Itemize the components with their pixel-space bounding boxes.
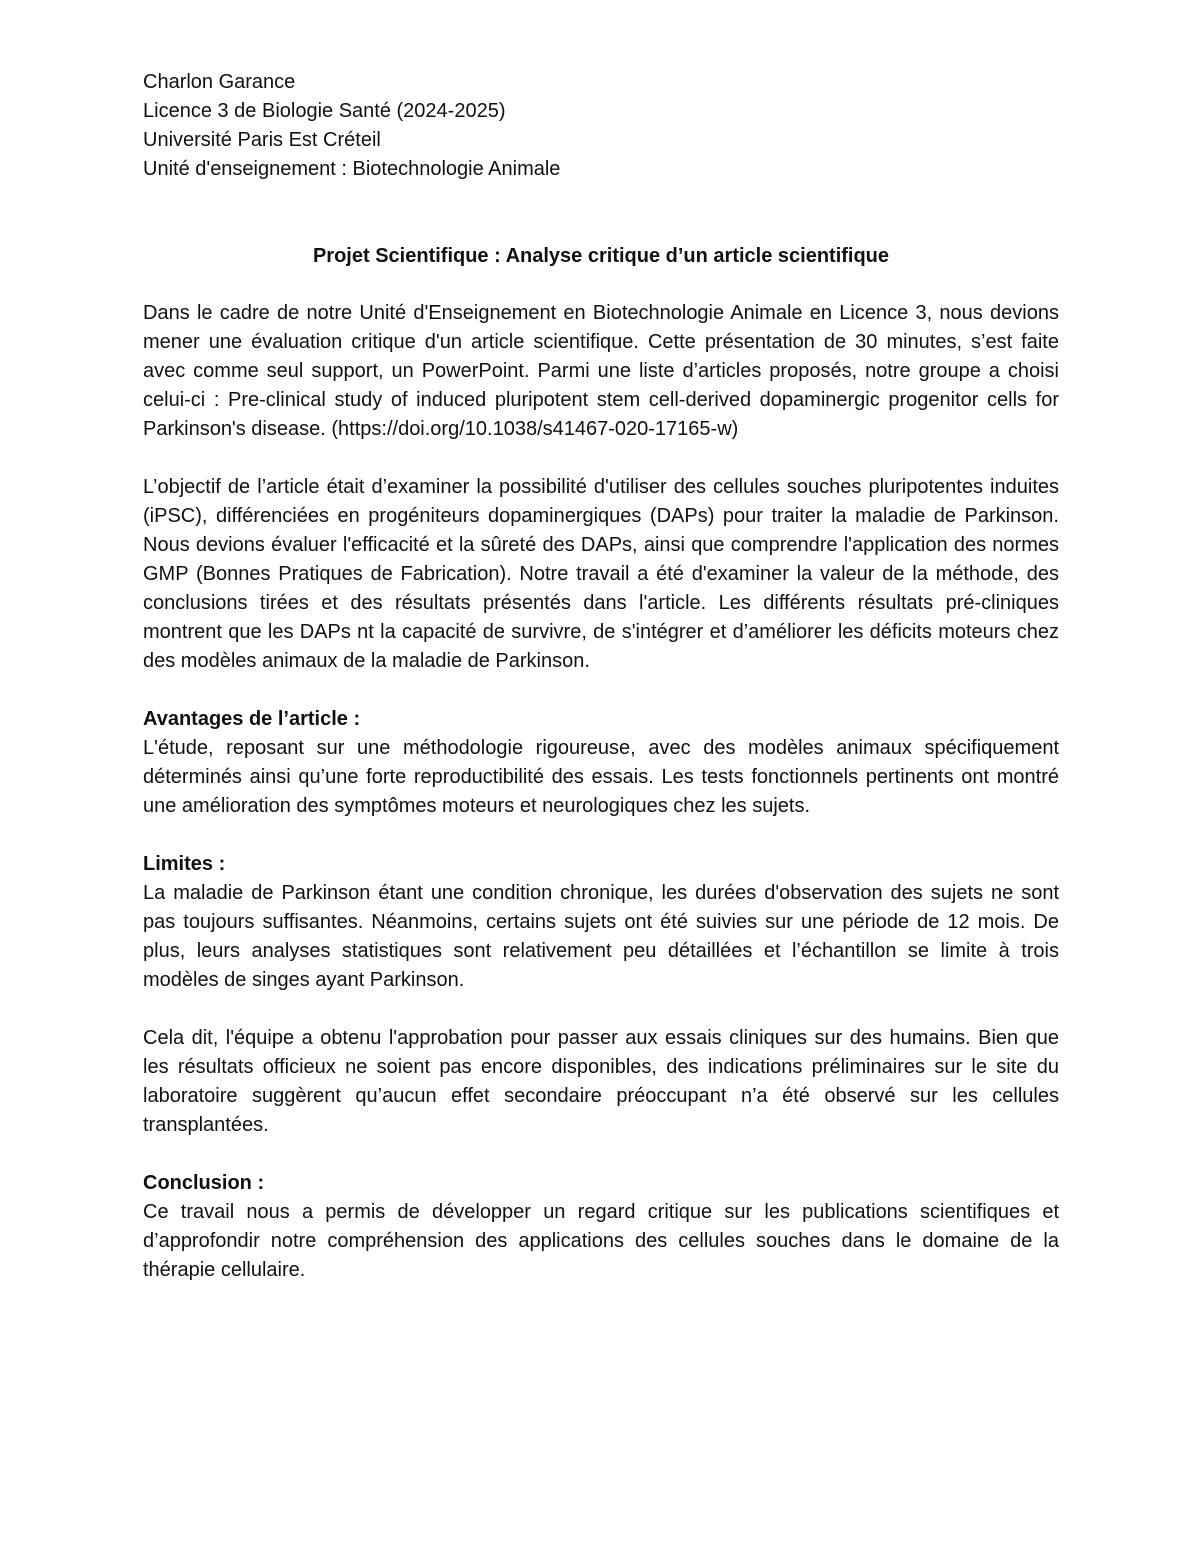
limits-paragraph: La maladie de Parkinson étant une condition chronique, les durées d'observation des sujets ne sont pas toujours suffisantes. Néanmoins, certains sujets ont été suivies sur une période de 12 mois. De plus, leurs analyses statistiques sont relativement peu détaillées et l’échantillon se limite à trois modèles de singes ayant Parkinson. (143, 882, 1059, 991)
limits-section (143, 850, 1059, 995)
document-header (143, 68, 1059, 184)
advantages-paragraph: L'étude, reposant sur une méthodologie rigoureuse, avec des modèles animaux spécifiquement déterminés ainsi qu’une forte reproductibilité des essais. Les tests fonctionnels pertinents ont montré une amélioration des symptômes moteurs et neurologiques chez les sujets. (143, 737, 1059, 817)
approval-paragraph: Cela dit, l'équipe a obtenu l'approbation pour passer aux essais cliniques sur des humains. Bien que les résultats officieux ne soient pas encore disponibles, des indications préliminaires sur le site du laboratoire suggèrent qu’aucun effet secondaire préoccupant n’a été observé sur les cellules transplantées. (143, 1027, 1059, 1136)
document-page (143, 68, 1059, 1285)
course-unit-line: Unité d'enseignement : Biotechnologie Animale (143, 158, 561, 180)
university-line: Université Paris Est Créteil (143, 129, 381, 151)
limits-heading: Limites : (143, 853, 226, 875)
intro-paragraph (143, 299, 1059, 444)
objective-paragraph: L’objectif de l’article était d’examiner la possibilité d'utiliser des cellules souches pluripotentes induites (iPSC), différenciées en progéniteurs dopaminergiques (DAPs) pour traiter la maladie de Parkinson. Nous devions évaluer l'efficacité et la sûreté des DAPs, ainsi que comprendre l'application des normes GMP (Bonnes Pratiques de Fabrication). Notre travail a été d'examiner la valeur de la méthode, des conclusions tirées et des résultats présentés dans l'article. Les différents résultats pré-cliniques montrent que les DAPs nt la capacité de survivre, de s'intégrer et d’améliorer les déficits moteurs chez des modèles animaux de la maladie de Parkinson. (143, 476, 1059, 672)
conclusion-section (143, 1169, 1059, 1285)
document-title: Projet Scientifique : Analyse critique d’un article scientifique (312, 245, 890, 267)
advantages-heading: Avantages de l’article : (143, 708, 361, 730)
conclusion-paragraph: Ce travail nous a permis de développer un regard critique sur les publications scientifiques et d’approfondir notre compréhension des applications des cellules souches dans le domaine de la thérapie cellulaire. (143, 1201, 1059, 1281)
conclusion-heading: Conclusion : (143, 1172, 265, 1194)
program-line: Licence 3 de Biologie Santé (2024-2025) (143, 100, 506, 122)
author-name: Charlon Garance (143, 71, 296, 93)
intro-text: Dans le cadre de notre Unité d'Enseignement en Biotechnologie Animale en Licence 3, nous devions mener une évaluation critique d'un article scientifique. Cette présentation de 30 minutes, s’est faite avec comme seul support, un PowerPoint. Parmi une liste d’articles proposés, notre groupe a choisi celui-ci : Pre-clinical study of induced pluripotent stem cell-derived dopaminergic progenitor cells for Parkinson's disease. (143, 302, 1059, 440)
advantages-section (143, 705, 1059, 821)
doi-reference: (https://doi.org/10.1038/s41467-020-17165-w) (331, 418, 739, 440)
